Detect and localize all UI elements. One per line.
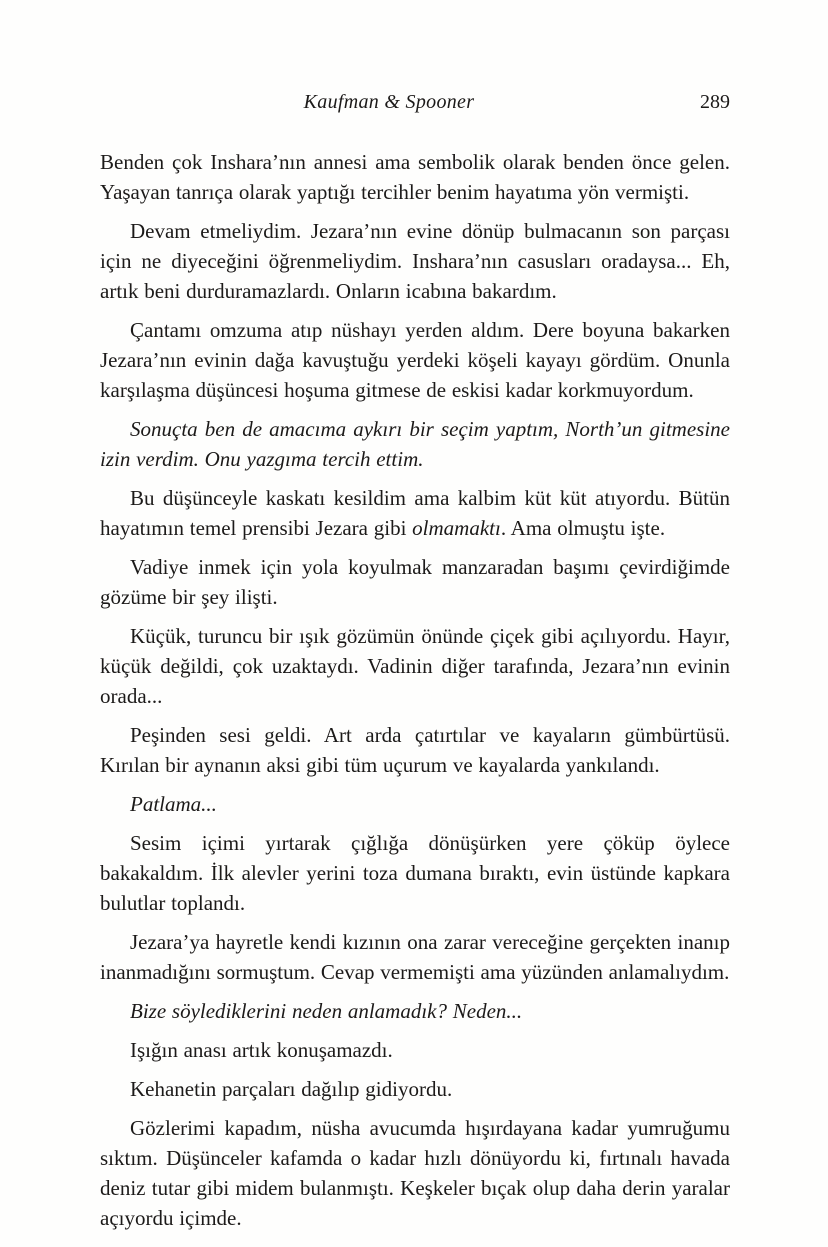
paragraph — [100, 147, 730, 207]
text-segment: Jezara’ya hayretle kendi kızının ona zarar vereceğine gerçekten inanıp inanmadığını sormuştum. Cevap vermemişti ama yüzünden anlamalıydım. — [100, 930, 730, 984]
paragraph — [100, 789, 730, 819]
paragraph — [100, 1035, 730, 1065]
page-header — [100, 90, 730, 114]
paragraph — [100, 720, 730, 780]
paragraph — [100, 1074, 730, 1104]
text-segment: Vadiye inmek için yola koyulmak manzaradan başımı çevirdiğimde gözüme bir şey ilişti. — [100, 555, 730, 609]
text-segment: . Ama olmuştu işte. — [500, 516, 666, 540]
paragraph — [100, 414, 730, 474]
text-segment: Gözlerimi kapadım, nüsha avucumda hışırdayana kadar yumruğumu sıktım. Düşünceler kafamda o kadar hızlı dönüyordu ki, fırtınalı havada deniz tutar gibi midem bulanmıştı. Keşkeler bıçak olup daha derin yaralar açıyordu içimde. — [100, 1116, 730, 1230]
text-segment-italic: olmamaktı — [412, 516, 501, 540]
text-segment: Çantamı omzuma atıp nüshayı yerden aldım. Dere boyuna bakarken Jezara’nın evinin dağa kavuştuğu yerdeki köşeli kayayı gördüm. Onunla karşılaşma düşüncesi hoşuma gitmese de eskisi kadar korkmuyordum. — [100, 318, 730, 402]
text-segment: Devam etmeliydim. Jezara’nın evine dönüp bulmacanın son parçası için ne diyeceğini öğrenmeliydim. Inshara’nın casusları oradaysa... Eh, artık beni durduramazlardı. Onların icabına bakardım. — [100, 219, 730, 303]
text-segment-italic: Sonuçta ben de amacıma aykırı bir seçim yaptım, North’un gitmesine izin verdim. Onu yazgıma tercih ettim. — [100, 417, 730, 471]
paragraph — [100, 552, 730, 612]
text-segment: Bu düşünceyle kaskatı kesildim ama kalbim küt küt atıyordu. Bütün hayatımın temel prensibi Jezara gibi — [100, 486, 730, 540]
paragraph — [100, 1113, 730, 1233]
paragraph — [100, 216, 730, 306]
page-number: 289 — [700, 91, 730, 113]
text-segment: Işığın anası artık konuşamazdı. — [130, 1038, 393, 1062]
paragraph — [100, 828, 730, 918]
paragraph — [100, 927, 730, 987]
paragraph — [100, 996, 730, 1026]
text-segment: Benden çok Inshara’nın annesi ama sembolik olarak benden önce gelen. Yaşayan tanrıça olarak yaptığı tercihler benim hayatıma yön vermişti. — [100, 150, 730, 204]
text-segment: Peşinden sesi geldi. Art arda çatırtılar ve kayaların gümbürtüsü. Kırılan bir aynanın aksi gibi tüm uçurum ve kayalarda yankılandı. — [100, 723, 730, 777]
paragraph — [100, 483, 730, 543]
running-title: Kaufman & Spooner — [303, 91, 475, 113]
text-segment: Kehanetin parçaları dağılıp gidiyordu. — [130, 1077, 453, 1101]
paragraph — [100, 621, 730, 711]
paragraph — [100, 315, 730, 405]
body-text — [100, 147, 730, 1233]
text-segment: Sesim içimi yırtarak çığlığa dönüşürken yere çöküp öylece bakakaldım. İlk alevler yerini toza dumana bıraktı, evin üstünde kapkara bulutlar toplandı. — [100, 831, 730, 915]
text-segment-italic: Patlama... — [130, 792, 217, 816]
text-segment-italic: Bize söylediklerini neden anlamadık? Neden... — [130, 999, 523, 1023]
text-segment: Küçük, turuncu bir ışık gözümün önünde çiçek gibi açılıyordu. Hayır, küçük değildi, çok uzaktaydı. Vadinin diğer tarafında, Jezara’nın evinin orada... — [100, 624, 730, 708]
